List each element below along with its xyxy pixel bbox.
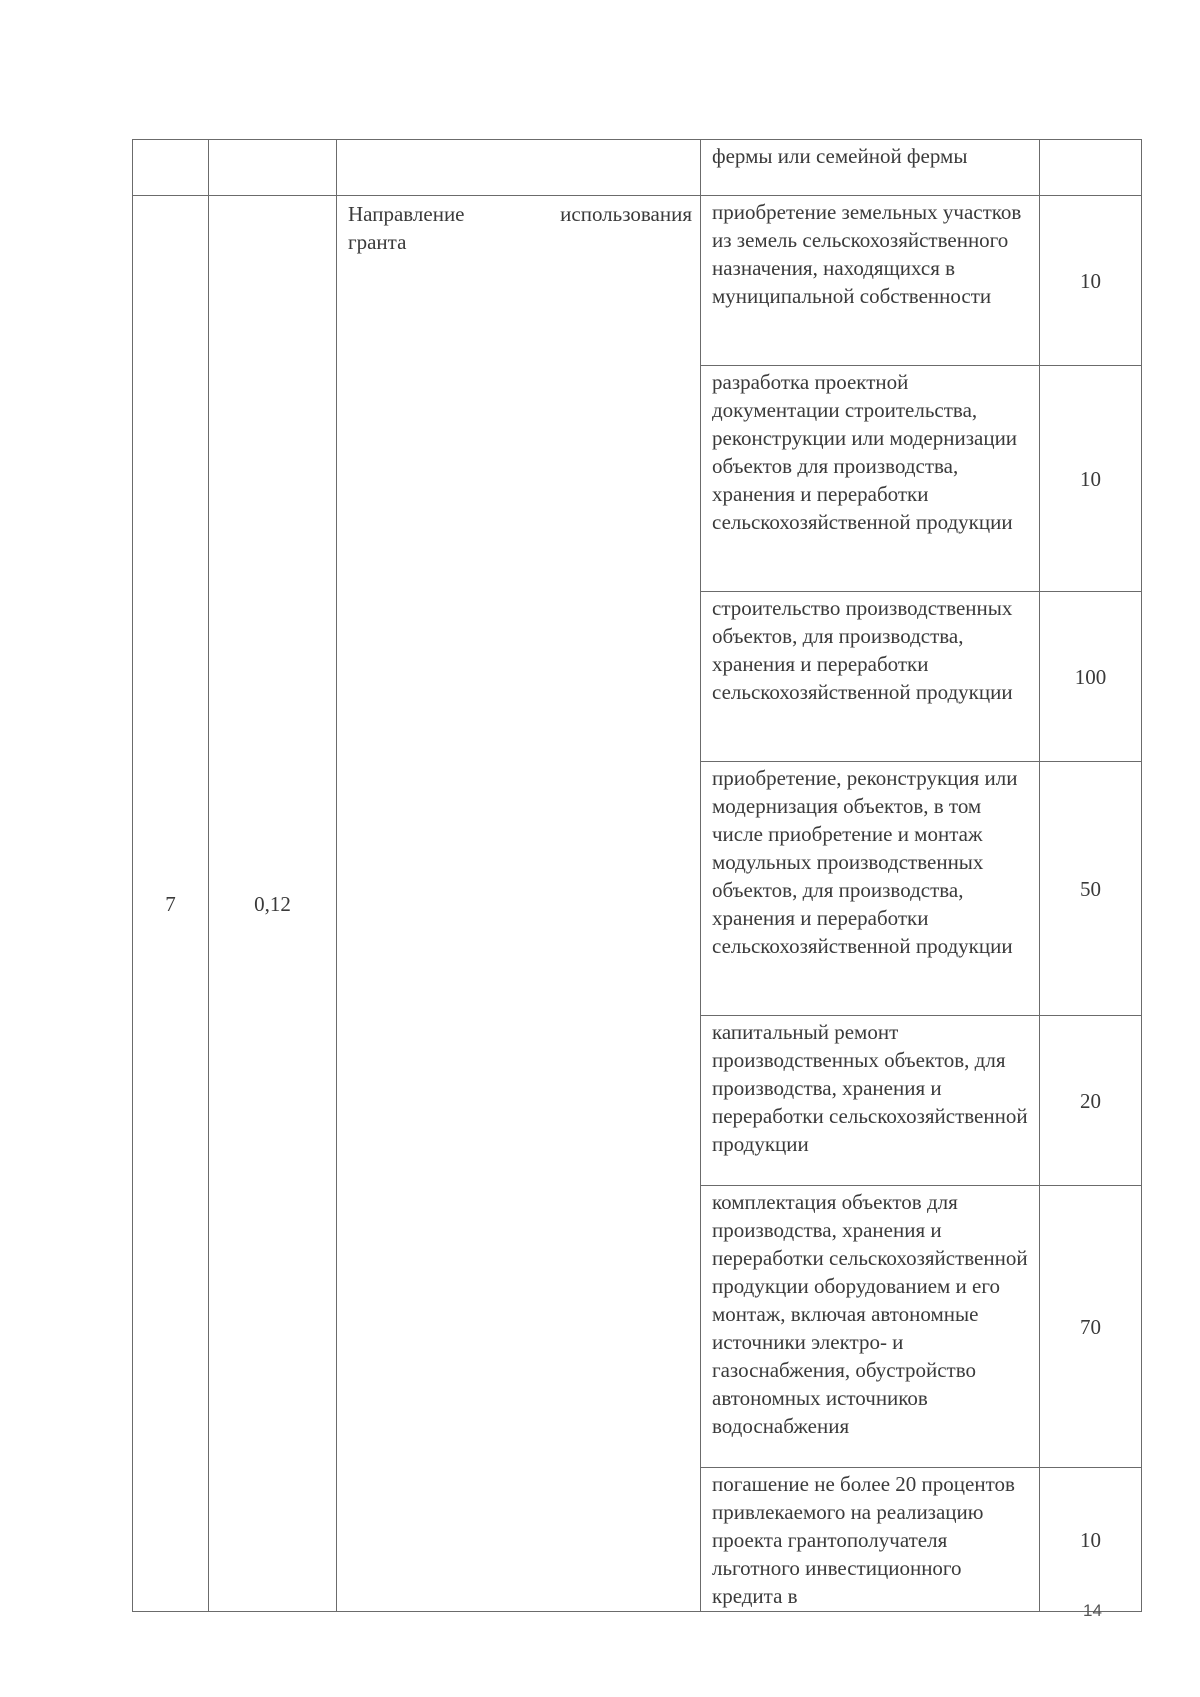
number-cell-empty [133, 140, 209, 196]
option-description: погашение не более 20 процентов привлекаемого на реализацию проекта грантополучателя льготного инвестиционного кредита в [701, 1468, 1040, 1612]
criterion-name-word2: использования [560, 202, 692, 226]
option-description: капитальный ремонт производственных объектов, для производства, хранения и переработки сельскохозяйственной продукции [701, 1016, 1040, 1186]
criterion-name [337, 196, 701, 1612]
option-description: строительство производственных объектов, для производства, хранения и переработки сельскохозяйственной продукции [701, 592, 1040, 762]
option-description: приобретение земельных участков из земель сельскохозяйственного назначения, находящихся в муниципальной собственности [701, 196, 1040, 366]
option-score: 20 [1040, 1016, 1142, 1186]
criterion-number: 7 [133, 196, 209, 1612]
option-score: 50 [1040, 762, 1142, 1016]
option-description: фермы или семейной фермы [701, 140, 1040, 196]
option-score: 10 [1040, 1468, 1142, 1612]
option-description: комплектация объектов для производства, хранения и переработки сельскохозяйственной продукции оборудованием и его монтаж, включая автономные источники электро- и газоснабжения, обустройство автономных источников водоснабжения [701, 1186, 1040, 1468]
criteria-table [132, 139, 1142, 1612]
table-row [133, 140, 1142, 196]
criterion-name-word1: Направление [348, 202, 465, 226]
criterion-cell-empty [337, 140, 701, 196]
table-row [133, 196, 1142, 366]
weight-cell-empty [209, 140, 337, 196]
criterion-name-line2: гранта [348, 230, 407, 254]
page-number: 14 [1083, 1601, 1102, 1620]
option-score: 100 [1040, 592, 1142, 762]
option-description: разработка проектной документации строительства, реконструкции или модернизации объектов для производства, хранения и переработки сельскохозяйственной продукции [701, 366, 1040, 592]
option-score: 70 [1040, 1186, 1142, 1468]
score-cell-empty [1040, 140, 1142, 196]
option-description: приобретение, реконструкция или модернизация объектов, в том числе приобретение и монтаж модульных производственных объектов, для производства, хранения и переработки сельскохозяйственной продукции [701, 762, 1040, 1016]
option-score: 10 [1040, 366, 1142, 592]
option-score: 10 [1040, 196, 1142, 366]
criterion-weight: 0,12 [209, 196, 337, 1612]
